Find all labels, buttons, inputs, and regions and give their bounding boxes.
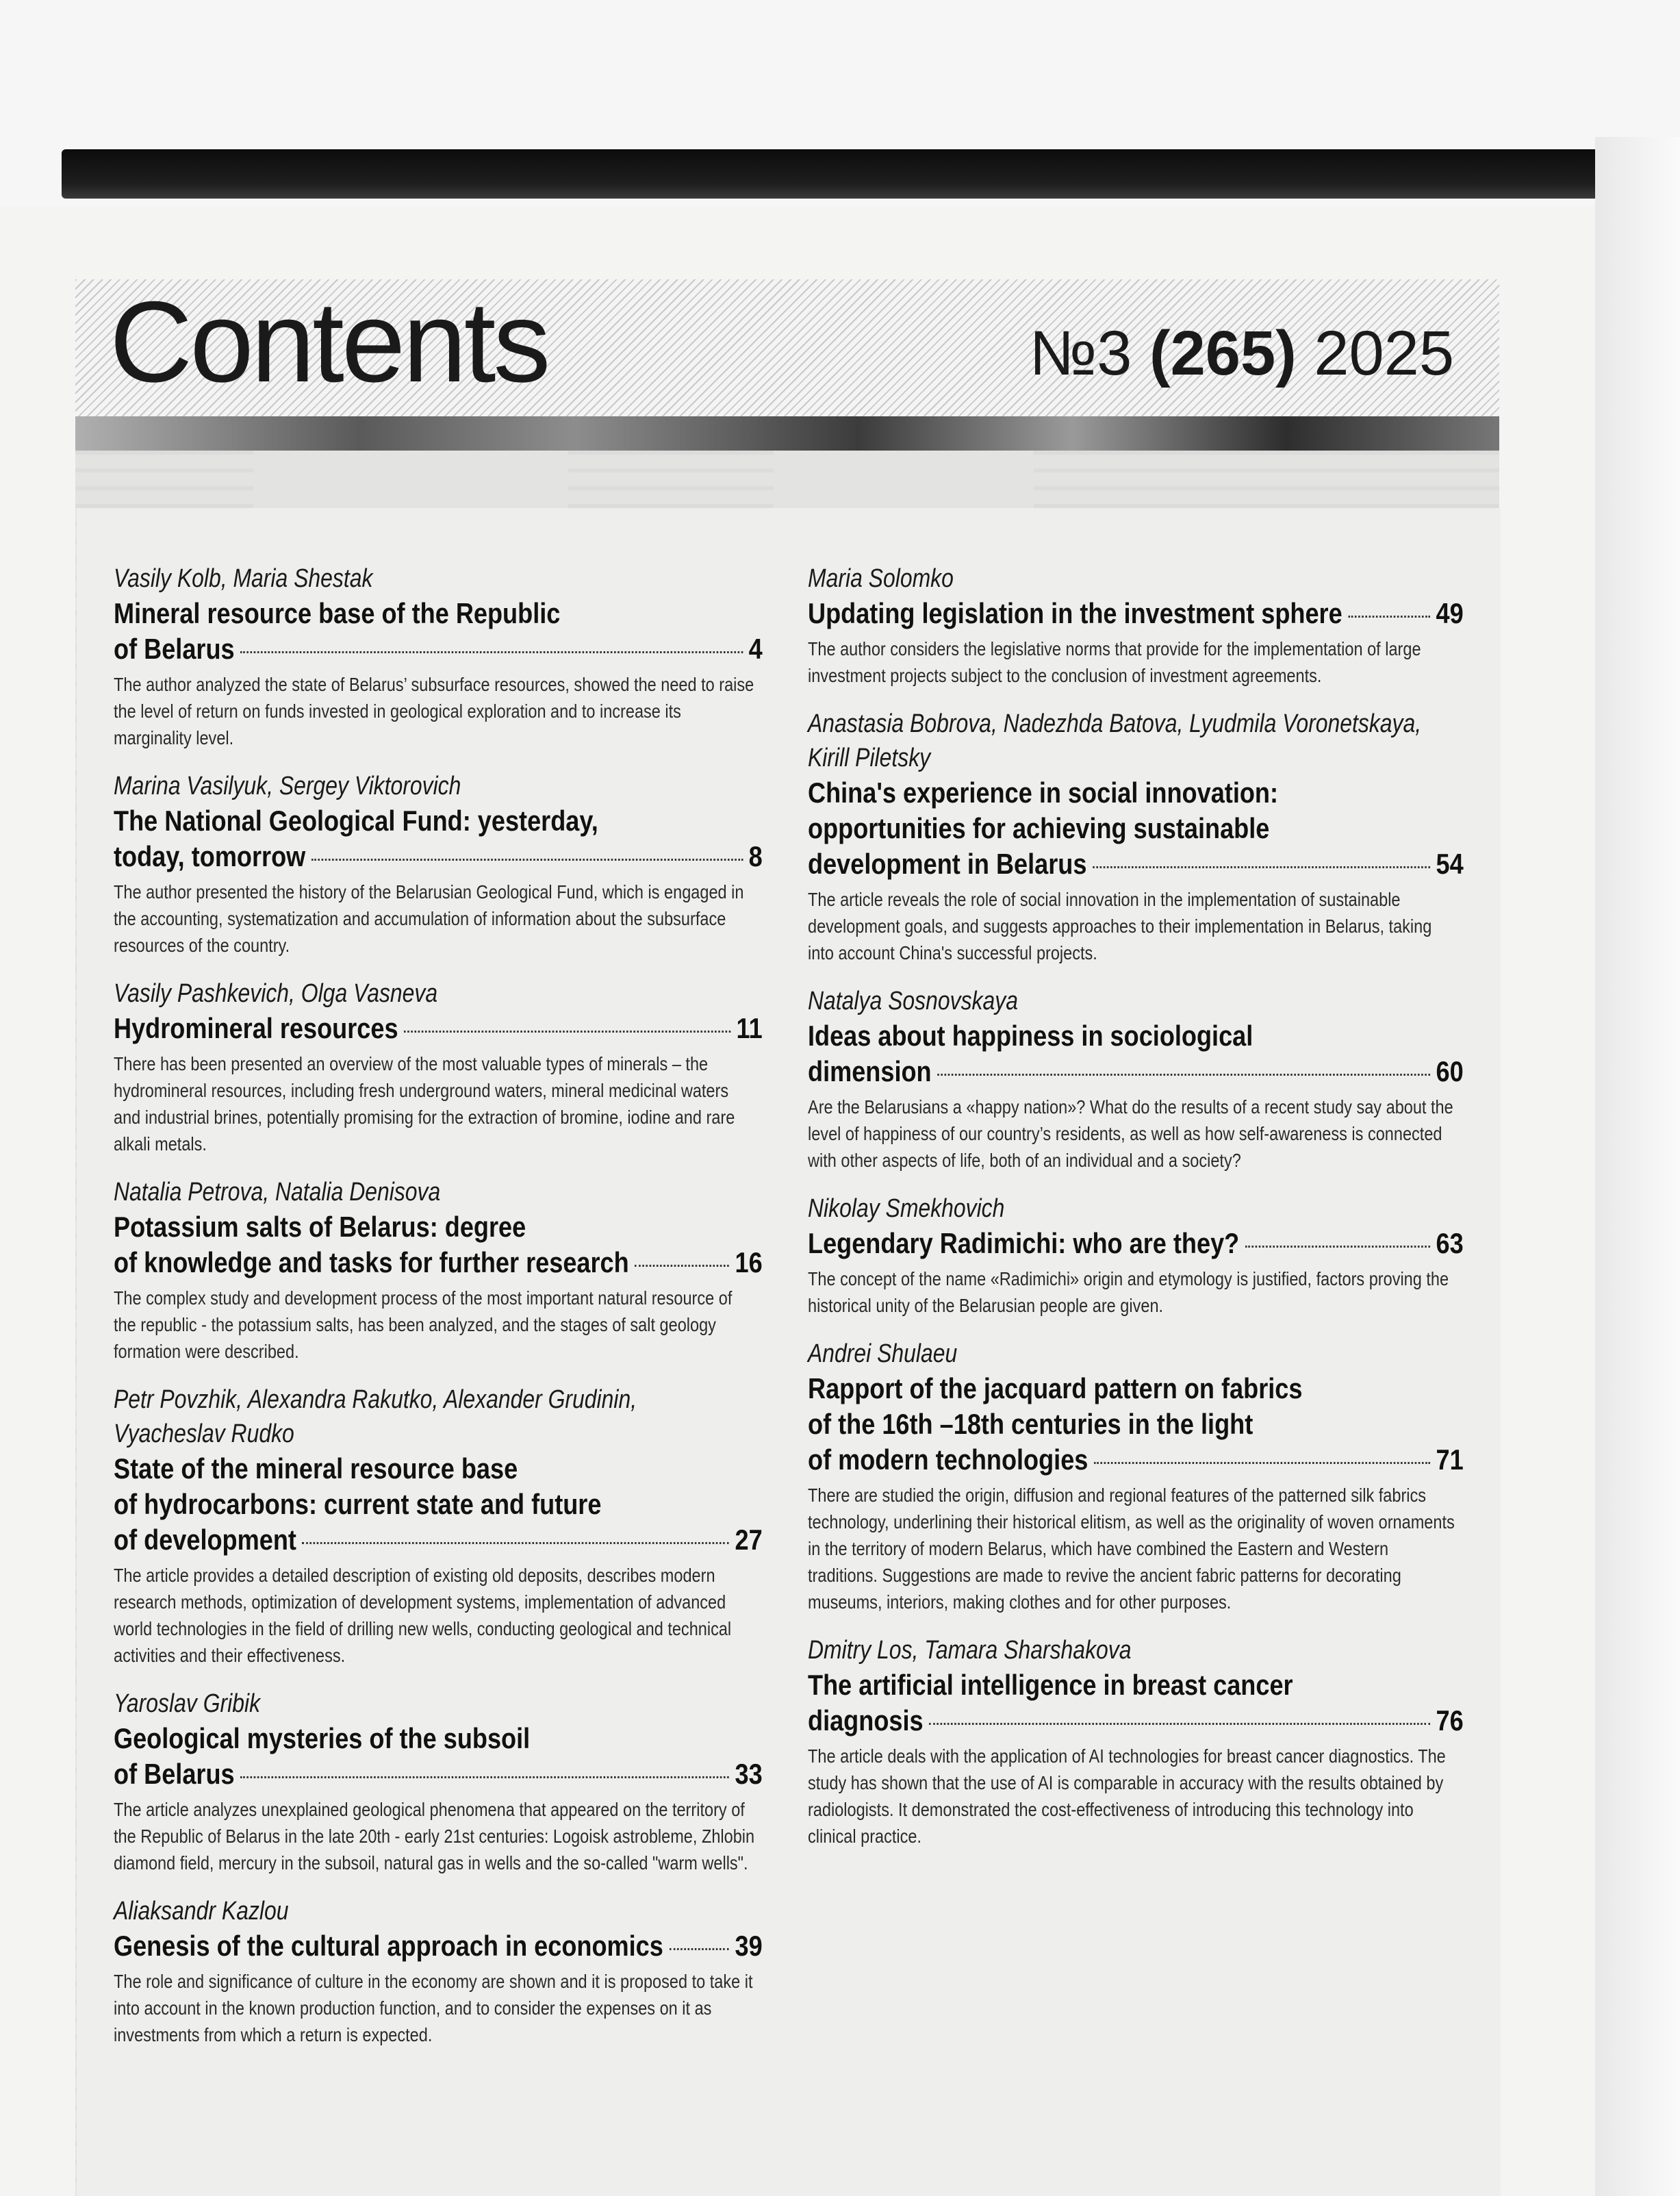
entry-authors: Vasily Kolb, Maria Shestak bbox=[114, 564, 373, 593]
entry-title-line bbox=[114, 1928, 763, 1964]
contents-entry[interactable] bbox=[114, 769, 764, 959]
entry-authors: Kirill Piletsky bbox=[808, 744, 931, 772]
entry-authors: Andrei Shulaeu bbox=[808, 1339, 958, 1368]
issue-volume: (265) bbox=[1149, 318, 1297, 388]
entry-page-number: 33 bbox=[735, 1758, 763, 1790]
contents-entry[interactable] bbox=[114, 1894, 764, 2048]
entry-title-text: Genesis of the cultural approach in economics bbox=[114, 1930, 663, 1962]
entry-title-line: opportunities for achieving sustainable bbox=[808, 812, 1270, 844]
entry-title-text: of knowledge and tasks for further research bbox=[114, 1246, 629, 1278]
entry-authors: Anastasia Bobrova, Nadezhda Batova, Lyudmila Voronetskaya, bbox=[808, 709, 1422, 738]
entry-description: The author considers the legislative norms that provide for the implementation of large investment projects subject to the conclusion of investment agreements. bbox=[808, 638, 1421, 686]
entry-authors: Marina Vasilyuk, Sergey Viktorovich bbox=[114, 772, 461, 800]
entry-authors: Aliaksandr Kazlou bbox=[114, 1897, 289, 1926]
entry-page-number: 54 bbox=[1436, 848, 1464, 880]
entry-authors: Nikolay Smekhovich bbox=[808, 1194, 1005, 1223]
entry-title-text: development in Belarus bbox=[808, 848, 1087, 880]
entry-title-text: Legendary Radimichi: who are they? bbox=[808, 1227, 1240, 1259]
entry-authors: Natalya Sosnovskaya bbox=[808, 987, 1018, 1015]
entry-title[interactable] bbox=[114, 803, 763, 874]
entry-title-line: Rapport of the jacquard pattern on fabrics bbox=[808, 1372, 1303, 1404]
entry-description: The complex study and development process of the most important natural resource of the republic - the potassium salts, has been analyzed, and the stages of salt geology formation were described. bbox=[114, 1287, 733, 1362]
entry-title-line: State of the mineral resource base bbox=[114, 1452, 518, 1485]
header-photo-strip bbox=[75, 416, 1499, 451]
top-black-bar bbox=[62, 149, 1680, 199]
entry-title-line bbox=[808, 1703, 1464, 1739]
issue-prefix: №3 bbox=[1029, 318, 1132, 388]
entry-title-line bbox=[808, 596, 1464, 631]
entry-title[interactable] bbox=[808, 1667, 1464, 1739]
entry-page-number: 71 bbox=[1436, 1443, 1464, 1476]
contents-entry[interactable] bbox=[114, 1383, 764, 1669]
entry-title-line: Ideas about happiness in sociological bbox=[808, 1020, 1253, 1052]
dot-leader bbox=[1245, 1246, 1430, 1248]
issue-year: 2025 bbox=[1314, 318, 1454, 388]
issue-number bbox=[1029, 318, 1454, 388]
entry-page-number: 49 bbox=[1436, 597, 1464, 629]
entry-title[interactable] bbox=[114, 1209, 763, 1280]
entry-title-line: The National Geological Fund: yesterday, bbox=[114, 805, 598, 837]
entry-title-line bbox=[808, 846, 1464, 882]
entry-title-line bbox=[808, 1054, 1464, 1089]
dot-leader bbox=[404, 1031, 730, 1033]
entry-page-number: 4 bbox=[748, 633, 763, 665]
entry-description: The article deals with the application of AI technologies for breast cancer diagnostics. The study has shown that the use of AI is comparable in accuracy with the results obtained by radiologists. It demonstrated the cost-effectiveness of introducing this technology into clinical practice. bbox=[808, 1745, 1446, 1847]
entry-title-text: of Belarus bbox=[114, 1758, 235, 1790]
contents-entry[interactable] bbox=[808, 561, 1465, 689]
entry-authors: Maria Solomko bbox=[808, 564, 954, 593]
entry-description: The article reveals the role of social innovation in the implementation of sustainable development goals, and suggests approaches to their implementation in Belarus, taking into account China's successful projects. bbox=[808, 889, 1432, 963]
dot-leader bbox=[929, 1723, 1430, 1725]
contents-entry[interactable] bbox=[114, 976, 764, 1157]
contents-entry[interactable] bbox=[808, 1633, 1465, 1850]
entry-title-line bbox=[114, 1245, 763, 1280]
entry-authors: Dmitry Los, Tamara Sharshakova bbox=[808, 1636, 1132, 1665]
entry-title-text: today, tomorrow bbox=[114, 840, 306, 872]
entry-title-text: diagnosis bbox=[808, 1704, 924, 1737]
entry-description: The article provides a detailed description of existing old deposits, describes modern research methods, optimization of development systems, implementation of advanced world technologies in the field of drilling new wells, conducting geological and technical activities and their effectiveness. bbox=[114, 1565, 732, 1666]
contents-entry[interactable] bbox=[808, 1337, 1465, 1615]
entry-page-number: 27 bbox=[735, 1524, 763, 1556]
entry-authors: Petr Povzhik, Alexandra Rakutko, Alexander Grudinin, bbox=[114, 1385, 637, 1414]
entry-title-line bbox=[114, 631, 763, 667]
contents-entry[interactable] bbox=[808, 1191, 1465, 1319]
entry-page-number: 39 bbox=[735, 1930, 763, 1962]
page-edge bbox=[1595, 137, 1680, 2196]
contents-entry[interactable] bbox=[114, 1175, 764, 1365]
entry-title-text: Hydromineral resources bbox=[114, 1012, 398, 1044]
entry-title-line: Geological mysteries of the subsoil bbox=[114, 1722, 531, 1754]
entry-title[interactable] bbox=[114, 596, 763, 667]
entry-page-number: 11 bbox=[736, 1012, 763, 1044]
entry-description: The author presented the history of the Belarusian Geological Fund, which is engaged in the accounting, systematization and accumulation of information about the subsurface resources of the country. bbox=[114, 881, 744, 956]
contents-right-column bbox=[808, 561, 1465, 1867]
entry-title-line bbox=[114, 1756, 763, 1792]
entry-description: There has been presented an overview of the most valuable types of minerals – the hydromineral resources, including fresh underground waters, mineral medicinal waters and industrial brines, potentially promising for the extraction of bromine, iodine and rare alkali metals. bbox=[114, 1053, 735, 1154]
dot-leader bbox=[669, 1948, 728, 1950]
contents-left-column bbox=[114, 561, 764, 2066]
entry-description: The role and significance of culture in the economy are shown and it is proposed to take it into account in the known production function, and to consider the expenses on it as investments from which a return is expected. bbox=[114, 1971, 753, 2045]
page-title: Contents bbox=[110, 277, 548, 406]
entry-page-number: 8 bbox=[748, 840, 763, 872]
entry-title-text: dimension bbox=[808, 1055, 932, 1087]
entry-title-line bbox=[808, 1226, 1464, 1261]
entry-title-line bbox=[808, 1442, 1464, 1478]
entry-authors: Vyacheslav Rudko bbox=[114, 1419, 294, 1448]
dot-leader bbox=[303, 1542, 729, 1544]
entry-title-line: Potassium salts of Belarus: degree bbox=[114, 1211, 526, 1243]
dot-leader bbox=[1093, 866, 1430, 868]
entry-page-number: 16 bbox=[735, 1246, 763, 1278]
contents-entry[interactable] bbox=[808, 984, 1465, 1174]
entry-description: The article analyzes unexplained geological phenomena that appeared on the territory of the Republic of Belarus in the late 20th - early 21st centuries: Logoisk astrobleme, Zhlobin diamond field, mercury in the subsoil, natural gas in wells and the so-called "warm wells". bbox=[114, 1799, 755, 1873]
entry-title[interactable] bbox=[114, 1451, 763, 1558]
entry-description: There are studied the origin, diffusion and regional features of the patterned silk fabrics technology, underlining their historical elitism, as well as the originality of woven ornaments in the territory of modern Belarus, which have combined the Eastern and Western traditions. Suggestions are made to revive the ancient fabric patterns for decorating museums, interiors, making clothes and for other purposes. bbox=[808, 1485, 1455, 1613]
entry-authors: Natalia Petrova, Natalia Denisova bbox=[114, 1178, 441, 1207]
entry-page-number: 76 bbox=[1436, 1704, 1464, 1737]
entry-title-text: Updating legislation in the investment sphere bbox=[808, 597, 1342, 629]
entry-title-line bbox=[114, 1011, 763, 1046]
entry-title-line: of the 16th –18th centuries in the light bbox=[808, 1408, 1253, 1440]
entry-title[interactable] bbox=[808, 596, 1464, 631]
entry-page-number: 60 bbox=[1436, 1055, 1464, 1087]
entry-title-text: of Belarus bbox=[114, 633, 235, 665]
entry-description: Are the Belarusians a «happy nation»? What do the results of a recent study say about the level of happiness of our country’s residents, as well as how self-awareness is connected with other aspects of life, both of an individual and a society? bbox=[808, 1096, 1453, 1171]
dot-leader bbox=[937, 1074, 1430, 1076]
entry-title-text: of modern technologies bbox=[808, 1443, 1089, 1476]
dot-leader bbox=[1348, 616, 1430, 618]
dot-leader bbox=[1094, 1462, 1430, 1464]
entry-title-line: of hydrocarbons: current state and future bbox=[114, 1488, 602, 1520]
contents-entry[interactable] bbox=[808, 707, 1465, 966]
entry-title[interactable] bbox=[114, 1928, 763, 1964]
entry-authors: Yaroslav Gribik bbox=[114, 1689, 261, 1718]
entry-description: The author analyzed the state of Belarus’ subsurface resources, showed the need to raise the level of return on funds invested in geological exploration and to increase its marginality level. bbox=[114, 674, 754, 748]
dot-leader bbox=[240, 1776, 729, 1778]
contents-entry[interactable] bbox=[114, 1687, 764, 1876]
entry-title[interactable] bbox=[808, 775, 1464, 882]
dot-leader bbox=[311, 859, 743, 861]
entry-title-line bbox=[114, 839, 763, 874]
entry-title[interactable] bbox=[114, 1011, 763, 1046]
entry-title-line: China's experience in social innovation: bbox=[808, 777, 1279, 809]
entry-title-text: of development bbox=[114, 1524, 296, 1556]
entry-authors: Vasily Pashkevich, Olga Vasneva bbox=[114, 979, 438, 1008]
entry-title-line bbox=[114, 1522, 763, 1558]
contents-entry[interactable] bbox=[114, 561, 764, 751]
entry-title-line: Mineral resource base of the Republic bbox=[114, 597, 561, 629]
dot-leader bbox=[240, 651, 743, 653]
entry-title[interactable] bbox=[114, 1721, 763, 1792]
entry-title[interactable] bbox=[808, 1371, 1464, 1478]
entry-page-number: 63 bbox=[1436, 1227, 1464, 1259]
entry-title[interactable] bbox=[808, 1018, 1464, 1089]
entry-title-line: The artificial intelligence in breast cancer bbox=[808, 1669, 1293, 1701]
entry-description: The concept of the name «Radimichi» origin and etymology is justified, factors proving the historical unity of the Belarusian people are given. bbox=[808, 1268, 1449, 1316]
entry-title[interactable] bbox=[808, 1226, 1464, 1261]
dot-leader bbox=[635, 1265, 729, 1267]
